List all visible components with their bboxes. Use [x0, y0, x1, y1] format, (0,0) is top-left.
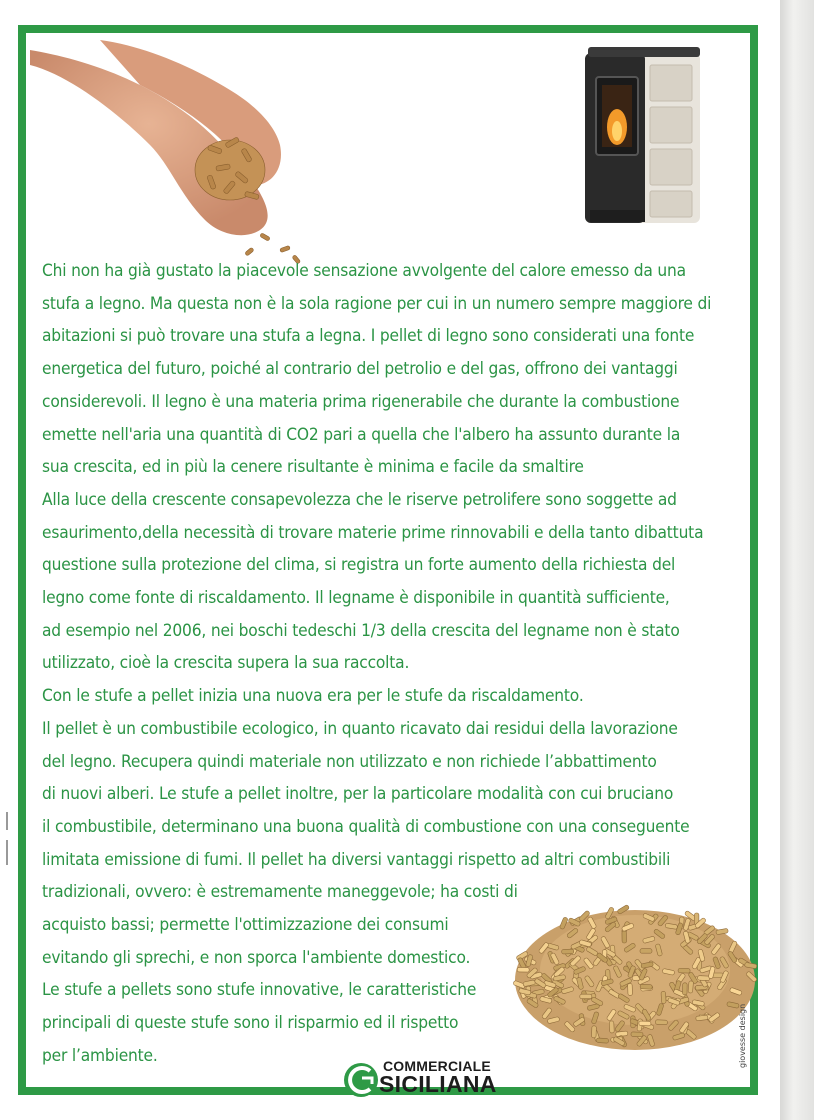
- body-line: emette nell'aria una quantità di CO2 pari a quella che l'albero ha assunto durante la: [42, 424, 681, 445]
- body-line: limitata emissione di fumi. Il pellet ha diversi vantaggi rispetto ad altri combustibili: [42, 849, 671, 870]
- body-line: di nuovi alberi. Le stufe a pellet inoltre, per la particolare modalità con cui bruciano: [42, 784, 674, 805]
- body-line: considerevoli. Il legno è una materia prima rigenerabile che durante la combustione: [42, 391, 680, 412]
- body-line: legno come fonte di riscaldamento. Il legname è disponibile in quantità sufficiente,: [42, 588, 670, 609]
- designer-credit: giovesse design: [738, 1003, 747, 1068]
- pellet-stove-image: [580, 45, 705, 230]
- body-line: questione sulla protezione del clima, si registra un forte aumento della richiesta del: [42, 555, 676, 576]
- logo-line-1: COMMERCIALE: [383, 1058, 491, 1074]
- body-line: energetica del futuro, poiché al contrario del petrolio e del gas, offrono dei vantaggi: [42, 359, 678, 380]
- body-line: Con le stufe a pellet inizia una nuova era per le stufe da riscaldamento.: [42, 686, 584, 707]
- hands-with-pellets-image: [30, 35, 330, 265]
- body-line: tradizionali, ovvero: è estremamente maneggevole; ha costi di: [42, 882, 518, 903]
- page-edge-shadow: [780, 0, 814, 1120]
- body-line: Le stufe a pellets sono stufe innovative, le caratteristiche: [42, 980, 477, 1001]
- binder-mark-icon: [2, 810, 12, 870]
- body-line: Chi non ha già gustato la piacevole sensazione avvolgente del calore emesso da una: [42, 261, 686, 281]
- body-line: esaurimento,della necessità di trovare materie prime rinnovabili e della tanto dibattuta: [42, 522, 704, 543]
- body-line: Il pellet è un combustibile ecologico, in quanto ricavato dai residui della lavorazione: [42, 718, 678, 739]
- body-line: del legno. Recupera quindi materiale non utilizzato e non richiede l’abbattimento: [42, 751, 657, 772]
- body-line: il combustibile, determinano una buona qualità di combustione con una conseguente: [42, 816, 690, 837]
- body-line: Alla luce della crescente consapevolezza che le riserve petrolifere sono soggette ad: [42, 489, 677, 510]
- body-line: abitazioni si può trovare una stufa a legna. I pellet di legno sono considerati una fonte: [42, 326, 695, 347]
- body-line: stufa a legno. Ma questa non è la sola ragione per cui in un numero sempre maggiore di: [42, 293, 712, 314]
- body-line: evitando gli sprechi, e non sporca l'ambiente domestico.: [42, 947, 471, 968]
- body-line: acquisto bassi; permette l'ottimizzazione dei consumi: [42, 915, 449, 936]
- body-line: ad esempio nel 2006, nei boschi tedeschi 1/3 della crescita del legname non è stato: [42, 620, 680, 641]
- pellet-pile-image: [495, 870, 760, 1055]
- body-line: principali di queste stufe sono il risparmio ed il rispetto: [42, 1013, 459, 1034]
- body-line: utilizzato, cioè la crescita supera la sua raccolta.: [42, 653, 410, 674]
- body-line: sua crescita, ed in più la cenere risultante è minima e facile da smaltire: [42, 457, 584, 478]
- logo-line-2: SICILIANA: [379, 1071, 497, 1097]
- body-line: per l’ambiente.: [42, 1045, 158, 1066]
